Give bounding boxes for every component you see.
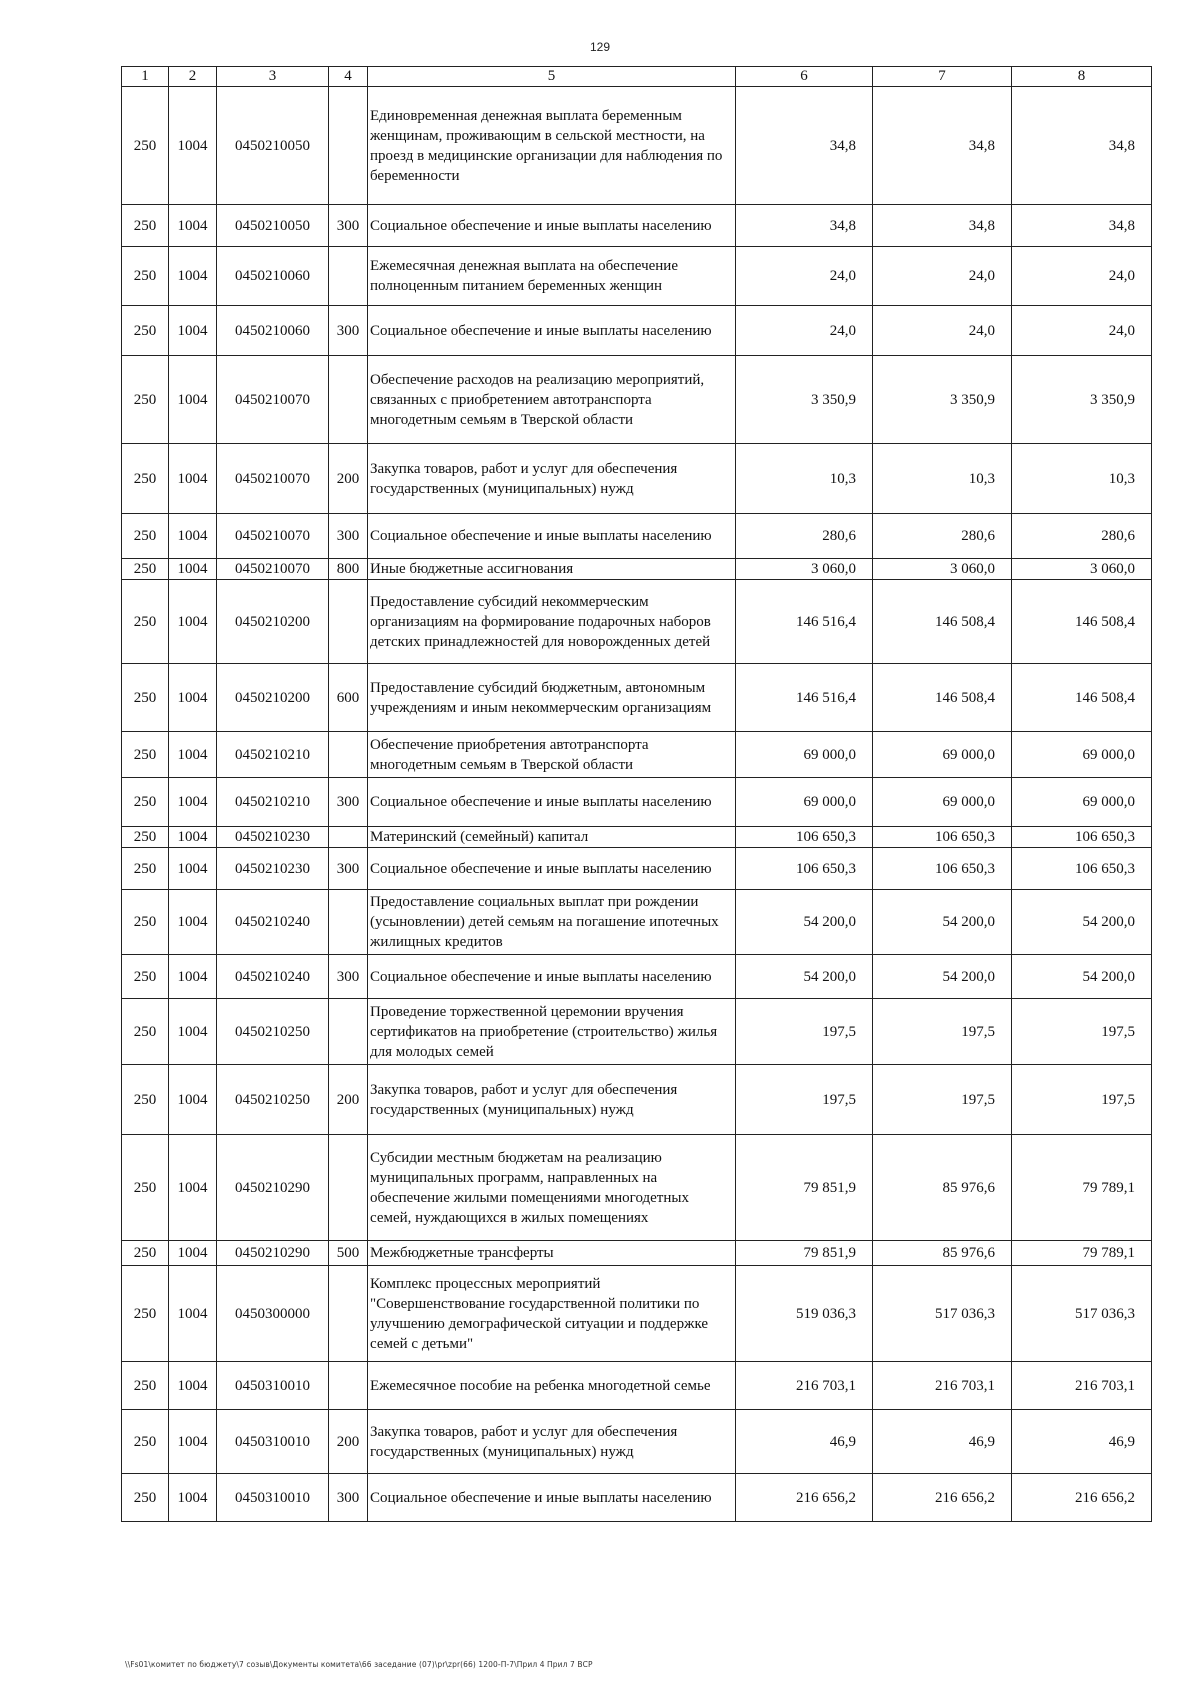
amount-col7-cell: 280,6	[873, 514, 1012, 559]
amount-col7-cell: 34,8	[873, 205, 1012, 247]
amount-col6-cell: 146 516,4	[736, 664, 873, 732]
admin-code-cell: 250	[122, 356, 169, 444]
amount-col6-cell: 216 656,2	[736, 1474, 873, 1522]
admin-code-cell: 250	[122, 580, 169, 664]
target-code-cell: 0450210250	[217, 999, 329, 1065]
item-name-cell: Материнский (семейный) капитал	[368, 827, 736, 848]
amount-col8-cell: 34,8	[1012, 87, 1152, 205]
target-code-cell: 0450210240	[217, 955, 329, 999]
admin-code-cell: 250	[122, 306, 169, 356]
section-code-cell: 1004	[169, 580, 217, 664]
admin-code-cell: 250	[122, 1474, 169, 1522]
expense-type-cell: 300	[329, 306, 368, 356]
amount-col7-cell: 197,5	[873, 999, 1012, 1065]
target-code-cell: 0450210250	[217, 1065, 329, 1135]
admin-code-cell: 250	[122, 1410, 169, 1474]
item-name-cell: Социальное обеспечение и иные выплаты населению	[368, 955, 736, 999]
admin-code-cell: 250	[122, 999, 169, 1065]
section-code-cell: 1004	[169, 1362, 217, 1410]
admin-code-cell: 250	[122, 955, 169, 999]
amount-col7-cell: 54 200,0	[873, 955, 1012, 999]
section-code-cell: 1004	[169, 1135, 217, 1241]
expense-type-cell: 300	[329, 955, 368, 999]
target-code-cell: 0450310010	[217, 1410, 329, 1474]
expense-type-cell	[329, 827, 368, 848]
section-code-cell: 1004	[169, 444, 217, 514]
amount-col8-cell: 54 200,0	[1012, 955, 1152, 999]
item-name-cell: Закупка товаров, работ и услуг для обеспечения государственных (муниципальных) нужд	[368, 1410, 736, 1474]
column-header: 3	[217, 67, 329, 87]
table-row	[122, 848, 1152, 890]
amount-col7-cell: 216 656,2	[873, 1474, 1012, 1522]
amount-col7-cell: 3 060,0	[873, 559, 1012, 580]
admin-code-cell: 250	[122, 664, 169, 732]
amount-col6-cell: 46,9	[736, 1410, 873, 1474]
amount-col6-cell: 3 350,9	[736, 356, 873, 444]
amount-col8-cell: 46,9	[1012, 1410, 1152, 1474]
item-name-cell: Иные бюджетные ассигнования	[368, 559, 736, 580]
section-code-cell: 1004	[169, 205, 217, 247]
target-code-cell: 0450210050	[217, 87, 329, 205]
item-name-cell: Социальное обеспечение и иные выплаты населению	[368, 514, 736, 559]
item-name-cell: Единовременная денежная выплата беременным женщинам, проживающим в сельской местности, на проезд в медицинские организации для наблюдения по беременности	[368, 87, 736, 205]
amount-col7-cell: 146 508,4	[873, 664, 1012, 732]
amount-col7-cell: 106 650,3	[873, 827, 1012, 848]
amount-col8-cell: 106 650,3	[1012, 827, 1152, 848]
amount-col7-cell: 3 350,9	[873, 356, 1012, 444]
amount-col7-cell: 69 000,0	[873, 732, 1012, 778]
target-code-cell: 0450310010	[217, 1474, 329, 1522]
amount-col8-cell: 216 656,2	[1012, 1474, 1152, 1522]
section-code-cell: 1004	[169, 999, 217, 1065]
section-code-cell: 1004	[169, 559, 217, 580]
target-code-cell: 0450310010	[217, 1362, 329, 1410]
column-header: 4	[329, 67, 368, 87]
table-row	[122, 1241, 1152, 1266]
amount-col7-cell: 34,8	[873, 87, 1012, 205]
amount-col6-cell: 106 650,3	[736, 827, 873, 848]
amount-col8-cell: 197,5	[1012, 999, 1152, 1065]
expense-type-cell: 300	[329, 514, 368, 559]
table-row	[122, 1474, 1152, 1522]
column-header: 6	[736, 67, 873, 87]
section-code-cell: 1004	[169, 1065, 217, 1135]
target-code-cell: 0450210070	[217, 514, 329, 559]
amount-col8-cell: 69 000,0	[1012, 778, 1152, 827]
section-code-cell: 1004	[169, 1474, 217, 1522]
amount-col6-cell: 34,8	[736, 87, 873, 205]
amount-col8-cell: 54 200,0	[1012, 890, 1152, 955]
expense-type-cell	[329, 356, 368, 444]
item-name-cell: Обеспечение расходов на реализацию мероприятий, связанных с приобретением автотранспорта многодетным семьям в Тверской области	[368, 356, 736, 444]
amount-col8-cell: 146 508,4	[1012, 580, 1152, 664]
amount-col6-cell: 519 036,3	[736, 1266, 873, 1362]
amount-col7-cell: 197,5	[873, 1065, 1012, 1135]
amount-col8-cell: 106 650,3	[1012, 848, 1152, 890]
section-code-cell: 1004	[169, 955, 217, 999]
amount-col7-cell: 10,3	[873, 444, 1012, 514]
expense-type-cell	[329, 732, 368, 778]
admin-code-cell: 250	[122, 827, 169, 848]
table-row	[122, 1362, 1152, 1410]
amount-col8-cell: 216 703,1	[1012, 1362, 1152, 1410]
expense-type-cell: 800	[329, 559, 368, 580]
admin-code-cell: 250	[122, 444, 169, 514]
expense-type-cell	[329, 1266, 368, 1362]
admin-code-cell: 250	[122, 890, 169, 955]
admin-code-cell: 250	[122, 732, 169, 778]
admin-code-cell: 250	[122, 559, 169, 580]
admin-code-cell: 250	[122, 1362, 169, 1410]
admin-code-cell: 250	[122, 1266, 169, 1362]
item-name-cell: Социальное обеспечение и иные выплаты населению	[368, 306, 736, 356]
amount-col6-cell: 10,3	[736, 444, 873, 514]
amount-col6-cell: 280,6	[736, 514, 873, 559]
amount-col7-cell: 85 976,6	[873, 1135, 1012, 1241]
amount-col8-cell: 280,6	[1012, 514, 1152, 559]
target-code-cell: 0450210210	[217, 778, 329, 827]
expense-type-cell: 300	[329, 1474, 368, 1522]
table-header-row	[122, 67, 1152, 87]
amount-col8-cell: 34,8	[1012, 205, 1152, 247]
item-name-cell: Социальное обеспечение и иные выплаты населению	[368, 205, 736, 247]
target-code-cell: 0450210070	[217, 356, 329, 444]
target-code-cell: 0450300000	[217, 1266, 329, 1362]
section-code-cell: 1004	[169, 87, 217, 205]
section-code-cell: 1004	[169, 664, 217, 732]
expense-type-cell	[329, 1135, 368, 1241]
admin-code-cell: 250	[122, 1241, 169, 1266]
expense-type-cell: 300	[329, 778, 368, 827]
item-name-cell: Ежемесячная денежная выплата на обеспечение полноценным питанием беременных женщин	[368, 247, 736, 306]
amount-col6-cell: 54 200,0	[736, 890, 873, 955]
table-row	[122, 1135, 1152, 1241]
column-header: 2	[169, 67, 217, 87]
item-name-cell: Предоставление субсидий бюджетным, автономным учреждениям и иным некоммерческим организациям	[368, 664, 736, 732]
amount-col8-cell: 10,3	[1012, 444, 1152, 514]
table-row	[122, 87, 1152, 205]
section-code-cell: 1004	[169, 890, 217, 955]
admin-code-cell: 250	[122, 87, 169, 205]
amount-col6-cell: 24,0	[736, 247, 873, 306]
amount-col8-cell: 24,0	[1012, 306, 1152, 356]
item-name-cell: Социальное обеспечение и иные выплаты населению	[368, 848, 736, 890]
amount-col7-cell: 69 000,0	[873, 778, 1012, 827]
item-name-cell: Комплекс процессных мероприятий "Совершенствование государственной политики по улучшению демографической ситуации и поддержке семей с детьми"	[368, 1266, 736, 1362]
table-row	[122, 955, 1152, 999]
table-row	[122, 1266, 1152, 1362]
amount-col7-cell: 517 036,3	[873, 1266, 1012, 1362]
table-row	[122, 247, 1152, 306]
expense-type-cell: 200	[329, 444, 368, 514]
target-code-cell: 0450210070	[217, 444, 329, 514]
table-row	[122, 1065, 1152, 1135]
admin-code-cell: 250	[122, 205, 169, 247]
item-name-cell: Предоставление социальных выплат при рождении (усыновлении) детей семьям на погашение ипотечных жилищных кредитов	[368, 890, 736, 955]
item-name-cell: Ежемесячное пособие на ребенка многодетной семье	[368, 1362, 736, 1410]
table-row	[122, 514, 1152, 559]
expense-type-cell: 200	[329, 1065, 368, 1135]
expense-type-cell: 300	[329, 848, 368, 890]
expense-type-cell: 200	[329, 1410, 368, 1474]
expense-type-cell	[329, 999, 368, 1065]
table-row	[122, 580, 1152, 664]
page-number: 129	[589, 40, 611, 54]
amount-col7-cell: 24,0	[873, 247, 1012, 306]
amount-col8-cell: 79 789,1	[1012, 1135, 1152, 1241]
table-body	[122, 87, 1152, 1522]
section-code-cell: 1004	[169, 247, 217, 306]
amount-col7-cell: 24,0	[873, 306, 1012, 356]
table-row	[122, 1410, 1152, 1474]
target-code-cell: 0450210290	[217, 1241, 329, 1266]
expense-type-cell	[329, 87, 368, 205]
section-code-cell: 1004	[169, 778, 217, 827]
amount-col7-cell: 85 976,6	[873, 1241, 1012, 1266]
table-row	[122, 827, 1152, 848]
amount-col8-cell: 3 060,0	[1012, 559, 1152, 580]
footer-file-path: \\Fs01\комитет по бюджету\7 созыв\Документы комитета\66 заседание (07)\pr\zpr(66) 1200-П-7\Прил 4 Прил 7 ВСР	[125, 1660, 593, 1669]
expense-type-cell	[329, 580, 368, 664]
amount-col8-cell: 79 789,1	[1012, 1241, 1152, 1266]
admin-code-cell: 250	[122, 778, 169, 827]
table-row	[122, 444, 1152, 514]
section-code-cell: 1004	[169, 1266, 217, 1362]
target-code-cell: 0450210200	[217, 580, 329, 664]
admin-code-cell: 250	[122, 1065, 169, 1135]
table-row	[122, 356, 1152, 444]
amount-col6-cell: 69 000,0	[736, 732, 873, 778]
admin-code-cell: 250	[122, 848, 169, 890]
admin-code-cell: 250	[122, 1135, 169, 1241]
section-code-cell: 1004	[169, 1410, 217, 1474]
amount-col7-cell: 216 703,1	[873, 1362, 1012, 1410]
table-row	[122, 559, 1152, 580]
item-name-cell: Субсидии местным бюджетам на реализацию муниципальных программ, направленных на обеспечение жилыми помещениями многодетных семей, нуждающихся в жилых помещениях	[368, 1135, 736, 1241]
amount-col7-cell: 146 508,4	[873, 580, 1012, 664]
amount-col6-cell: 146 516,4	[736, 580, 873, 664]
amount-col8-cell: 24,0	[1012, 247, 1152, 306]
amount-col6-cell: 24,0	[736, 306, 873, 356]
target-code-cell: 0450210060	[217, 247, 329, 306]
expense-type-cell: 500	[329, 1241, 368, 1266]
table-row	[122, 732, 1152, 778]
section-code-cell: 1004	[169, 732, 217, 778]
item-name-cell: Закупка товаров, работ и услуг для обеспечения государственных (муниципальных) нужд	[368, 444, 736, 514]
table-row	[122, 205, 1152, 247]
section-code-cell: 1004	[169, 848, 217, 890]
target-code-cell: 0450210070	[217, 559, 329, 580]
table-row	[122, 778, 1152, 827]
amount-col6-cell: 79 851,9	[736, 1241, 873, 1266]
section-code-cell: 1004	[169, 1241, 217, 1266]
target-code-cell: 0450210050	[217, 205, 329, 247]
item-name-cell: Обеспечение приобретения автотранспорта многодетным семьям в Тверской области	[368, 732, 736, 778]
item-name-cell: Закупка товаров, работ и услуг для обеспечения государственных (муниципальных) нужд	[368, 1065, 736, 1135]
amount-col8-cell: 146 508,4	[1012, 664, 1152, 732]
amount-col6-cell: 79 851,9	[736, 1135, 873, 1241]
amount-col6-cell: 3 060,0	[736, 559, 873, 580]
amount-col6-cell: 54 200,0	[736, 955, 873, 999]
expense-type-cell	[329, 247, 368, 306]
amount-col6-cell: 34,8	[736, 205, 873, 247]
target-code-cell: 0450210210	[217, 732, 329, 778]
item-name-cell: Проведение торжественной церемонии вручения сертификатов на приобретение (строительство) жилья для молодых семей	[368, 999, 736, 1065]
amount-col8-cell: 69 000,0	[1012, 732, 1152, 778]
item-name-cell: Социальное обеспечение и иные выплаты населению	[368, 778, 736, 827]
admin-code-cell: 250	[122, 247, 169, 306]
column-header: 1	[122, 67, 169, 87]
amount-col6-cell: 197,5	[736, 999, 873, 1065]
target-code-cell: 0450210230	[217, 848, 329, 890]
amount-col8-cell: 197,5	[1012, 1065, 1152, 1135]
item-name-cell: Предоставление субсидий некоммерческим организациям на формирование подарочных наборов детских принадлежностей для новорожденных детей	[368, 580, 736, 664]
amount-col6-cell: 69 000,0	[736, 778, 873, 827]
amount-col7-cell: 54 200,0	[873, 890, 1012, 955]
section-code-cell: 1004	[169, 827, 217, 848]
table-row	[122, 999, 1152, 1065]
amount-col8-cell: 517 036,3	[1012, 1266, 1152, 1362]
amount-col7-cell: 106 650,3	[873, 848, 1012, 890]
amount-col6-cell: 216 703,1	[736, 1362, 873, 1410]
target-code-cell: 0450210290	[217, 1135, 329, 1241]
budget-table	[121, 66, 1152, 1522]
target-code-cell: 0450210200	[217, 664, 329, 732]
amount-col6-cell: 106 650,3	[736, 848, 873, 890]
expense-type-cell: 600	[329, 664, 368, 732]
amount-col7-cell: 46,9	[873, 1410, 1012, 1474]
item-name-cell: Социальное обеспечение и иные выплаты населению	[368, 1474, 736, 1522]
target-code-cell: 0450210060	[217, 306, 329, 356]
amount-col6-cell: 197,5	[736, 1065, 873, 1135]
table-row	[122, 306, 1152, 356]
target-code-cell: 0450210240	[217, 890, 329, 955]
table-row	[122, 664, 1152, 732]
section-code-cell: 1004	[169, 306, 217, 356]
expense-type-cell	[329, 1362, 368, 1410]
table-row	[122, 890, 1152, 955]
expense-type-cell: 300	[329, 205, 368, 247]
expense-type-cell	[329, 890, 368, 955]
column-header: 8	[1012, 67, 1152, 87]
item-name-cell: Межбюджетные трансферты	[368, 1241, 736, 1266]
column-header: 5	[368, 67, 736, 87]
section-code-cell: 1004	[169, 514, 217, 559]
amount-col8-cell: 3 350,9	[1012, 356, 1152, 444]
target-code-cell: 0450210230	[217, 827, 329, 848]
section-code-cell: 1004	[169, 356, 217, 444]
column-header: 7	[873, 67, 1012, 87]
admin-code-cell: 250	[122, 514, 169, 559]
